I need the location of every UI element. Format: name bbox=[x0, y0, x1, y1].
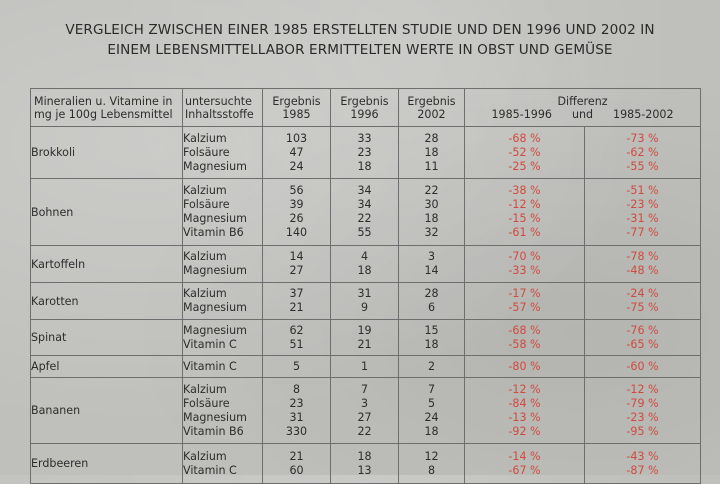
value-1996: 4 bbox=[360, 250, 369, 263]
difference-1985-2002: -73 % bbox=[626, 131, 659, 145]
nutrient: Kalzium bbox=[183, 184, 227, 197]
header-nutrient-line-2: Inhaltsstoffe bbox=[185, 107, 254, 121]
nutrient: Vitamin C bbox=[183, 337, 237, 351]
table-row bbox=[31, 356, 701, 378]
food-name: Bohnen bbox=[31, 179, 183, 246]
value-1996: 7 bbox=[360, 382, 369, 396]
value-2002: 24 bbox=[424, 410, 439, 424]
nutrient: Magnesium bbox=[183, 410, 247, 424]
value-2002: 11 bbox=[424, 159, 439, 173]
difference-1985-2002: -51 % bbox=[626, 184, 659, 197]
table-row bbox=[31, 283, 701, 320]
difference-1985-1996: -68 % bbox=[508, 323, 541, 337]
value-1996: 3 bbox=[360, 396, 369, 410]
value-2002-cell bbox=[399, 378, 465, 444]
table-row bbox=[31, 444, 701, 484]
header-difference-subtitles bbox=[465, 108, 700, 121]
value-1996-cell bbox=[331, 127, 399, 179]
value-1996: 9 bbox=[360, 301, 369, 314]
difference-1985-1996-cell bbox=[465, 179, 585, 246]
value-2002: 14 bbox=[424, 264, 439, 277]
difference-1985-1996: -80 % bbox=[508, 359, 541, 373]
value-1985: 26 bbox=[289, 212, 304, 225]
food-name: Kartoffeln bbox=[31, 246, 183, 283]
table-row bbox=[31, 246, 701, 283]
difference-1985-2002: -48 % bbox=[626, 264, 659, 277]
value-1985: 23 bbox=[289, 396, 304, 410]
nutrient: Folsäure bbox=[183, 396, 230, 410]
difference-1985-1996-cell bbox=[465, 378, 585, 444]
value-1985: 60 bbox=[289, 463, 304, 477]
value-1996: 1 bbox=[360, 359, 369, 373]
value-1996: 18 bbox=[357, 449, 372, 463]
difference-1985-2002: -12 % bbox=[626, 382, 659, 396]
value-1985: 37 bbox=[289, 287, 304, 300]
difference-1985-1996-cell bbox=[465, 444, 585, 484]
nutrient: Kalzium bbox=[183, 449, 227, 463]
header-1985-line-1: Ergebnis bbox=[272, 94, 321, 108]
difference-1985-1996: -33 % bbox=[508, 264, 541, 277]
nutrient: Vitamin C bbox=[183, 463, 237, 477]
difference-1985-1996-cell bbox=[465, 320, 585, 356]
value-1985: 5 bbox=[292, 359, 301, 373]
value-2002: 22 bbox=[424, 184, 439, 197]
value-1996: 22 bbox=[357, 212, 372, 225]
difference-1985-2002-cell bbox=[585, 283, 701, 320]
difference-1985-2002: -60 % bbox=[626, 359, 659, 373]
difference-1985-1996-cell bbox=[465, 283, 585, 320]
nutrient-cell bbox=[183, 444, 263, 484]
value-1985: 31 bbox=[289, 410, 304, 424]
nutrient-cell bbox=[183, 179, 263, 246]
value-1985-cell bbox=[263, 356, 331, 378]
difference-1985-2002: -55 % bbox=[626, 159, 659, 173]
difference-1985-1996-cell bbox=[465, 127, 585, 179]
difference-1985-2002-cell bbox=[585, 127, 701, 179]
value-2002: 18 bbox=[424, 337, 439, 351]
food-name: Apfel bbox=[31, 356, 183, 378]
difference-1985-2002: -43 % bbox=[626, 449, 659, 463]
difference-1985-2002-cell bbox=[585, 378, 701, 444]
header-2002-line-2: 2002 bbox=[417, 107, 446, 121]
nutrient: Kalzium bbox=[183, 287, 227, 300]
difference-1985-2002-cell bbox=[585, 320, 701, 356]
value-1985: 103 bbox=[285, 131, 308, 145]
value-1996: 33 bbox=[357, 131, 372, 145]
header-food-line-2: mg je 100g Lebensmittel bbox=[34, 107, 173, 121]
difference-1985-2002: -24 % bbox=[626, 287, 659, 300]
header-food-column bbox=[31, 89, 183, 127]
value-1996: 31 bbox=[357, 287, 372, 300]
header-difference-1985-1996: 1985-1996 bbox=[491, 107, 552, 121]
difference-1985-1996-cell bbox=[465, 356, 585, 378]
difference-1985-2002: -76 % bbox=[626, 323, 659, 337]
value-2002: 6 bbox=[427, 301, 436, 314]
table-row bbox=[31, 378, 701, 444]
nutrient: Vitamin B6 bbox=[183, 424, 244, 438]
value-1985: 56 bbox=[289, 184, 304, 197]
food-name: Spinat bbox=[31, 320, 183, 356]
nutrient-cell bbox=[183, 127, 263, 179]
value-2002: 32 bbox=[424, 226, 439, 239]
header-2002-line-1: Ergebnis bbox=[407, 94, 456, 108]
value-2002-cell bbox=[399, 283, 465, 320]
value-1985: 21 bbox=[289, 449, 304, 463]
value-1996-cell bbox=[331, 246, 399, 283]
table-header-row bbox=[31, 89, 701, 127]
food-name: Brokkoli bbox=[31, 127, 183, 179]
value-1996: 18 bbox=[357, 159, 372, 173]
value-1996: 19 bbox=[357, 323, 372, 337]
value-2002-cell bbox=[399, 127, 465, 179]
value-1996: 55 bbox=[357, 226, 372, 239]
value-1985: 21 bbox=[289, 301, 304, 314]
difference-1985-1996: -14 % bbox=[508, 449, 541, 463]
value-1985-cell bbox=[263, 179, 331, 246]
nutrient: Vitamin C bbox=[183, 359, 237, 373]
value-1996: 34 bbox=[357, 184, 372, 197]
difference-1985-2002: -23 % bbox=[626, 410, 659, 424]
header-difference-column bbox=[465, 89, 701, 127]
value-2002: 30 bbox=[424, 198, 439, 211]
value-2002-cell bbox=[399, 356, 465, 378]
value-2002-cell bbox=[399, 179, 465, 246]
value-2002: 15 bbox=[424, 323, 439, 337]
nutrient: Magnesium bbox=[183, 301, 247, 314]
value-2002: 18 bbox=[424, 145, 439, 159]
header-food-line-1: Mineralien u. Vitamine in bbox=[34, 94, 173, 108]
value-1996: 34 bbox=[357, 198, 372, 211]
nutrient-cell bbox=[183, 320, 263, 356]
difference-1985-1996: -12 % bbox=[508, 382, 541, 396]
nutrient-cell bbox=[183, 283, 263, 320]
difference-1985-1996: -58 % bbox=[508, 337, 541, 351]
comparison-table bbox=[30, 88, 701, 484]
difference-1985-1996: -13 % bbox=[508, 410, 541, 424]
value-1996: 22 bbox=[357, 424, 372, 438]
header-nutrient-line-1: untersuchte bbox=[185, 94, 252, 108]
value-2002: 5 bbox=[427, 396, 436, 410]
value-1985: 27 bbox=[289, 264, 304, 277]
value-1985-cell bbox=[263, 283, 331, 320]
difference-1985-1996: -70 % bbox=[508, 250, 541, 263]
value-1985-cell bbox=[263, 320, 331, 356]
difference-1985-2002: -78 % bbox=[626, 250, 659, 263]
value-2002: 28 bbox=[424, 131, 439, 145]
difference-1985-1996: -52 % bbox=[508, 145, 541, 159]
header-difference-und: und bbox=[571, 107, 594, 121]
value-2002: 3 bbox=[427, 250, 436, 263]
table-row bbox=[31, 179, 701, 246]
difference-1985-2002-cell bbox=[585, 246, 701, 283]
difference-1985-1996: -25 % bbox=[508, 159, 541, 173]
value-1985-cell bbox=[263, 444, 331, 484]
nutrient: Magnesium bbox=[183, 323, 247, 337]
header-1996-line-2: 1996 bbox=[350, 107, 379, 121]
value-2002: 18 bbox=[424, 212, 439, 225]
food-name: Karotten bbox=[31, 283, 183, 320]
difference-1985-1996: -61 % bbox=[508, 226, 541, 239]
difference-1985-1996: -38 % bbox=[508, 184, 541, 197]
nutrient: Folsäure bbox=[183, 145, 230, 159]
value-1985: 8 bbox=[292, 382, 301, 396]
header-2002-column bbox=[399, 89, 465, 127]
nutrient-cell bbox=[183, 246, 263, 283]
value-1985-cell bbox=[263, 378, 331, 444]
value-2002: 2 bbox=[427, 359, 436, 373]
nutrient: Magnesium bbox=[183, 212, 247, 225]
difference-1985-2002: -62 % bbox=[626, 145, 659, 159]
value-2002: 7 bbox=[427, 382, 436, 396]
value-1985: 140 bbox=[285, 226, 308, 239]
difference-1985-2002-cell bbox=[585, 444, 701, 484]
nutrient: Kalzium bbox=[183, 131, 227, 145]
food-name: Erdbeeren bbox=[31, 444, 183, 484]
table-body bbox=[31, 127, 701, 484]
nutrient: Kalzium bbox=[183, 382, 227, 396]
title-line-1: VERGLEICH ZWISCHEN EINER 1985 ERSTELLTEN STUDIE UND DEN 1996 UND 2002 IN bbox=[65, 22, 655, 38]
difference-1985-1996: -12 % bbox=[508, 198, 541, 211]
nutrient-cell bbox=[183, 378, 263, 444]
value-2002-cell bbox=[399, 246, 465, 283]
nutrient: Folsäure bbox=[183, 198, 230, 211]
difference-1985-1996: -67 % bbox=[508, 463, 541, 477]
food-name: Bananen bbox=[31, 378, 183, 444]
difference-1985-2002: -31 % bbox=[626, 212, 659, 225]
value-2002: 18 bbox=[424, 424, 439, 438]
title-line-2: EINEM LEBENSMITTELLABOR ERMITTELTEN WERTE IN OBST UND GEMÜSE bbox=[107, 42, 613, 58]
value-1985: 39 bbox=[289, 198, 304, 211]
value-2002: 12 bbox=[424, 449, 439, 463]
value-1996-cell bbox=[331, 320, 399, 356]
value-1985: 62 bbox=[289, 323, 304, 337]
nutrient: Kalzium bbox=[183, 250, 227, 263]
nutrient: Vitamin B6 bbox=[183, 226, 244, 239]
value-1996: 13 bbox=[357, 463, 372, 477]
value-1996-cell bbox=[331, 356, 399, 378]
difference-1985-2002-cell bbox=[585, 356, 701, 378]
header-1985-line-2: 1985 bbox=[282, 107, 311, 121]
difference-1985-2002: -23 % bbox=[626, 198, 659, 211]
difference-1985-2002-cell bbox=[585, 179, 701, 246]
difference-1985-2002: -79 % bbox=[626, 396, 659, 410]
difference-1985-1996: -15 % bbox=[508, 212, 541, 225]
value-1985: 330 bbox=[285, 424, 308, 438]
header-nutrient-column bbox=[183, 89, 263, 127]
difference-1985-1996-cell bbox=[465, 246, 585, 283]
difference-1985-2002: -65 % bbox=[626, 337, 659, 351]
difference-1985-1996: -92 % bbox=[508, 424, 541, 438]
value-1985: 14 bbox=[289, 250, 304, 263]
value-1996-cell bbox=[331, 444, 399, 484]
value-1985-cell bbox=[263, 246, 331, 283]
value-2002: 8 bbox=[427, 463, 436, 477]
value-2002-cell bbox=[399, 320, 465, 356]
difference-1985-2002: -75 % bbox=[626, 301, 659, 314]
header-1996-column bbox=[331, 89, 399, 127]
difference-1985-2002: -87 % bbox=[626, 463, 659, 477]
header-1985-column bbox=[263, 89, 331, 127]
table-row bbox=[31, 320, 701, 356]
difference-1985-2002: -95 % bbox=[626, 424, 659, 438]
value-2002-cell bbox=[399, 444, 465, 484]
table-row bbox=[31, 127, 701, 179]
nutrient-cell bbox=[183, 356, 263, 378]
difference-1985-1996: -84 % bbox=[508, 396, 541, 410]
header-difference-1985-2002: 1985-2002 bbox=[613, 107, 674, 121]
value-1985-cell bbox=[263, 127, 331, 179]
value-1996: 21 bbox=[357, 337, 372, 351]
value-1985: 51 bbox=[289, 337, 304, 351]
page-title bbox=[0, 20, 720, 60]
value-1996: 23 bbox=[357, 145, 372, 159]
header-1996-line-1: Ergebnis bbox=[340, 94, 389, 108]
value-1996: 18 bbox=[357, 264, 372, 277]
difference-1985-1996: -17 % bbox=[508, 287, 541, 300]
value-1996-cell bbox=[331, 179, 399, 246]
value-1996: 27 bbox=[357, 410, 372, 424]
nutrient: Magnesium bbox=[183, 264, 247, 277]
value-1996-cell bbox=[331, 283, 399, 320]
value-1985: 47 bbox=[289, 145, 304, 159]
value-1996-cell bbox=[331, 378, 399, 444]
difference-1985-2002: -77 % bbox=[626, 226, 659, 239]
value-2002: 28 bbox=[424, 287, 439, 300]
difference-1985-1996: -57 % bbox=[508, 301, 541, 314]
header-difference-title: Differenz bbox=[557, 94, 608, 108]
value-1985: 24 bbox=[289, 159, 304, 173]
difference-1985-1996: -68 % bbox=[508, 131, 541, 145]
nutrient: Magnesium bbox=[183, 159, 247, 173]
